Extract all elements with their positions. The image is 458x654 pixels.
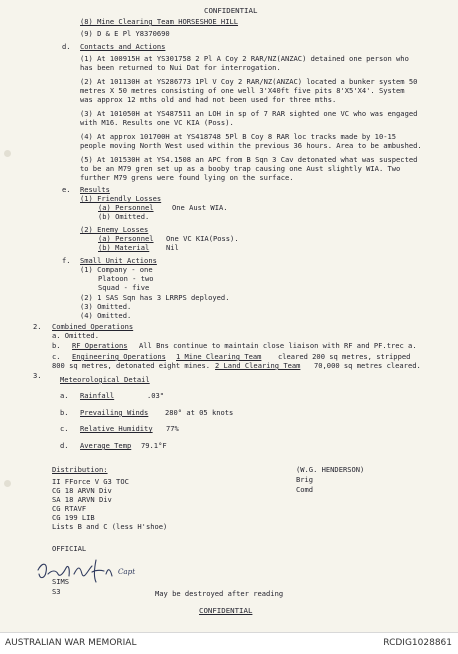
met-row-value: 280° at 05 knots (165, 408, 234, 417)
met-row-value: 79.1°F (141, 441, 167, 450)
enemy-personnel-label: (a) Personnel (98, 234, 154, 243)
section-e-label: e. (62, 185, 71, 194)
combined-c-label: c. (52, 352, 61, 361)
s3-label: S3 (52, 587, 61, 596)
combined-b-label: b. (52, 341, 61, 350)
section-3-num: 3. (33, 371, 42, 380)
distribution-line: CG RTAVF (52, 504, 87, 513)
met-row-label: d. (60, 441, 69, 450)
punch-hole (4, 480, 11, 487)
capt-handwritten: Capt (118, 567, 136, 576)
met-row-name: Prevailing Winds (80, 408, 149, 417)
friendly-personnel-label: (a) Personnel (98, 203, 154, 212)
small-unit-line: (3) Omitted. (80, 302, 132, 311)
contact-line: metres X 50 metres consisting of one well 3'X40ft five pits 8'X5'X4'. System (80, 86, 405, 95)
classification-top: CONFIDENTIAL (204, 6, 258, 15)
contacts-title: Contacts and Actions (80, 42, 166, 51)
friendly-losses-title: (1) Friendly Losses (80, 194, 162, 203)
destroy-note: May be destroyed after reading (155, 589, 284, 598)
signatory-name: (W.G. HENDERSON) (296, 465, 365, 474)
contact-line: further M79 grens were found lying on the surface. (80, 173, 294, 182)
record-id: RCDIG1028861 (383, 638, 452, 648)
friendly-personnel-value: One Aust WIA. (172, 203, 228, 212)
punch-hole (4, 150, 11, 157)
contact-line: was approx 12 mths old and had not been used for three mths. (80, 95, 337, 104)
met-detail-title: Meteorological Detail (60, 375, 150, 384)
engineering-text-1: cleared 200 sq metres, stripped (278, 352, 411, 361)
engineering-ops-title: Engineering Operations (72, 352, 166, 361)
met-row-name: Rainfall (80, 391, 115, 400)
met-row-value: 77% (166, 424, 179, 433)
small-unit-line: (4) Omitted. (80, 311, 132, 320)
distribution-line: SA 18 ARVN Div (52, 495, 112, 504)
enemy-losses-title: (2) Enemy Losses (80, 225, 149, 234)
small-unit-title: Small Unit Actions (80, 256, 157, 265)
signatory-rank: Brig (296, 475, 314, 484)
contact-line: (5) At 101530H at YS4.1508 an APC from B Sqn 3 Cav detonated what was suspected (80, 155, 418, 164)
mine-clearing-team-1: 1 Mine Clearing Team (176, 352, 262, 361)
enemy-personnel-value: One VC KIA(Poss). (166, 234, 239, 243)
distribution-line: CG 18 ARVN Div (52, 486, 112, 495)
distribution-line: CG 199 LIB (52, 513, 95, 522)
enemy-material-label: (b) Material (98, 243, 150, 252)
enemy-material-value: Nil (166, 243, 179, 252)
rf-operations-title: RF Operations (72, 341, 128, 350)
contact-line: with M16. Results one VC KIA (Poss). (80, 118, 234, 127)
rf-operations-text: All Bns continue to maintain close liaison with RF and PF.trec a. (139, 341, 417, 350)
contact-line: to be an M79 gren set up as a booby trap causing one Aust slightly WIA. Two (80, 164, 401, 173)
contact-line: people moving North West used within the previous 36 hours. Area to be ambushed. (80, 141, 422, 150)
section-d-label: d. (62, 42, 71, 51)
classification-bottom: CONFIDENTIAL (199, 606, 253, 615)
land-clearing-team-2: 2 Land Clearing Team (215, 361, 301, 370)
d-e-pl-line: (9) D & E Pl Y8370690 (80, 29, 170, 38)
archive-name: AUSTRALIAN WAR MEMORIAL (5, 638, 137, 648)
combined-a-line: a. Omitted. (52, 331, 99, 340)
small-unit-line: Squad - five (98, 283, 150, 292)
met-row-name: Relative Humidity (80, 424, 153, 433)
section-f-label: f. (62, 256, 71, 265)
section-2-num: 2. (33, 322, 42, 331)
results-title: Results (80, 185, 110, 194)
met-row-name: Average Temp (80, 441, 132, 450)
contact-line: has been returned to Nui Dat for interrogation. (80, 63, 281, 72)
engineering-text-3: 70,000 sq metres cleared. (314, 361, 421, 370)
mine-clearing-team-line: (8) Mine Clearing Team HORSESHOE HILL (80, 17, 239, 26)
contact-line: (4) At approx 101700H at YS418748 5Pl B Coy 8 RAR loc tracks made by 10-15 (80, 132, 397, 141)
official-label: OFFICIAL (52, 544, 87, 553)
met-row-value: .03" (147, 391, 165, 400)
distribution-line: II FForce V G3 TOC (52, 477, 129, 486)
met-row-label: a. (60, 391, 69, 400)
engineering-text-2: 800 sq metres, detonated eight mines. (52, 361, 211, 370)
small-unit-line: Platoon - two (98, 274, 154, 283)
signatory-appointment: Comd (296, 485, 314, 494)
distribution-line: Lists B and C (less H'shoe) (52, 522, 168, 531)
sims-label: SIMS (52, 577, 70, 586)
friendly-material-line: (b) Omitted. (98, 212, 150, 221)
contact-line: (2) At 101130H at YS286773 1Pl V Coy 2 RAR/NZ(ANZAC) located a bunker system 50 (80, 77, 418, 86)
distribution-title: Distribution: (52, 465, 108, 474)
contact-line: (1) At 100915H at YS301758 2 Pl A Coy 2 RAR/NZ(ANZAC) detained one person who (80, 54, 409, 63)
contact-line: (3) At 101050H at YS487511 an LOH in sp of 7 RAR sighted one VC who was engaged (80, 109, 418, 118)
small-unit-line: (1) Company - one (80, 265, 153, 274)
small-unit-line: (2) 1 SAS Sqn has 3 LRRPS deployed. (80, 293, 230, 302)
archive-footer (0, 632, 458, 654)
met-row-label: c. (60, 424, 69, 433)
met-row-label: b. (60, 408, 69, 417)
combined-ops-title: Combined Operations (52, 322, 134, 331)
